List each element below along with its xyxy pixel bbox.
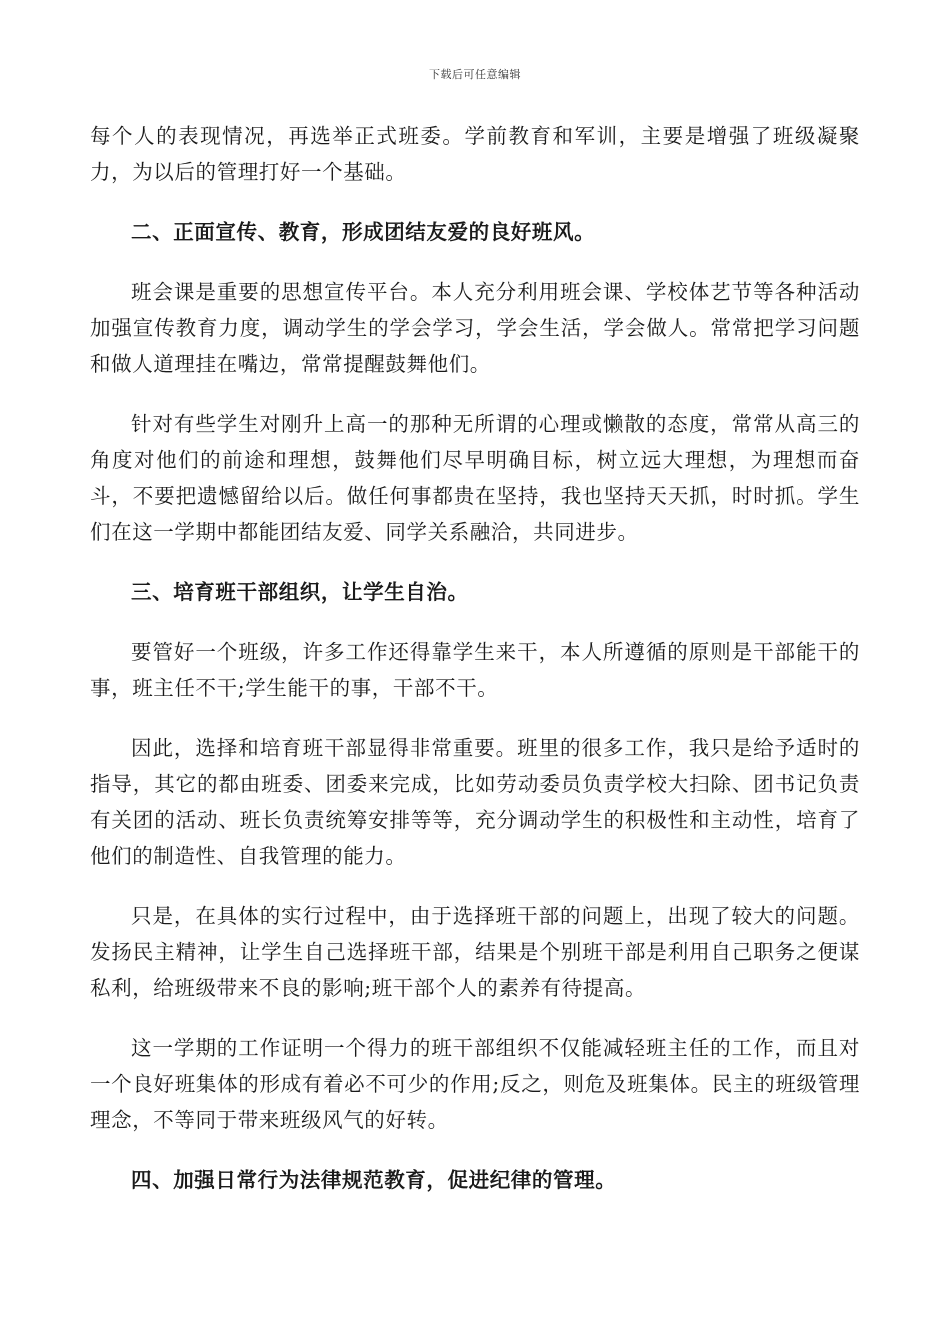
paragraph: 针对有些学生对刚升上高一的那种无所谓的心理或懒散的态度，常常从高三的角度对他们的前途和理想，鼓舞他们尽早明确目标，树立远大理想，为理想而奋斗，不要把遗憾留给以后。做任何事都贵在坚持，我也坚持天天抓，时时抓。学生们在这一学期中都能团结友爱、同学关系融洽，共同进步。 [90, 412, 860, 544]
section-heading: 四、加强日常行为法律规范教育，促进纪律的管理。 [131, 1168, 617, 1192]
paragraph: 要管好一个班级，许多工作还得靠学生来干，本人所遵循的原则是干部能干的事，班主任不干;学生能干的事，干部不干。 [90, 640, 860, 700]
paragraph: 只是，在具体的实行过程中，由于选择班干部的问题上，出现了较大的问题。发扬民主精神，让学生自己选择班干部，结果是个别班干部是利用自己职务之便谋私利，给班级带来不良的影响;班干部个人的素养有待提高。 [90, 904, 860, 1000]
paragraph: 这一学期的工作证明一个得力的班干部组织不仅能减轻班主任的工作，而且对一个良好班集体的形成有着必不可少的作用;反之，则危及班集体。民主的班级管理理念，不等同于带来班级风气的好转。 [90, 1036, 860, 1132]
paragraph: 班会课是重要的思想宣传平台。本人充分利用班会课、学校体艺节等各种活动加强宣传教育力度，调动学生的学会学习，学会生活，学会做人。常常把学习问题和做人道理挂在嘴边，常常提醒鼓舞他们。 [90, 280, 860, 376]
section-heading: 二、正面宣传、教育，形成团结友爱的良好班风。 [131, 220, 596, 244]
page-header: 下载后可任意编辑 [429, 68, 521, 81]
document-body [90, 118, 860, 1198]
section-heading: 三、培育班干部组织，让学生自治。 [131, 580, 469, 604]
paragraph: 每个人的表现情况，再选举正式班委。学前教育和军训，主要是增强了班级凝聚力，为以后的管理打好一个基础。 [90, 124, 860, 184]
paragraph: 因此，选择和培育班干部显得非常重要。班里的很多工作，我只是给予适时的指导，其它的都由班委、团委来完成，比如劳动委员负责学校大扫除、团书记负责有关团的活动、班长负责统筹安排等等，充分调动学生的积极性和主动性，培育了他们的制造性、自我管理的能力。 [90, 736, 860, 868]
